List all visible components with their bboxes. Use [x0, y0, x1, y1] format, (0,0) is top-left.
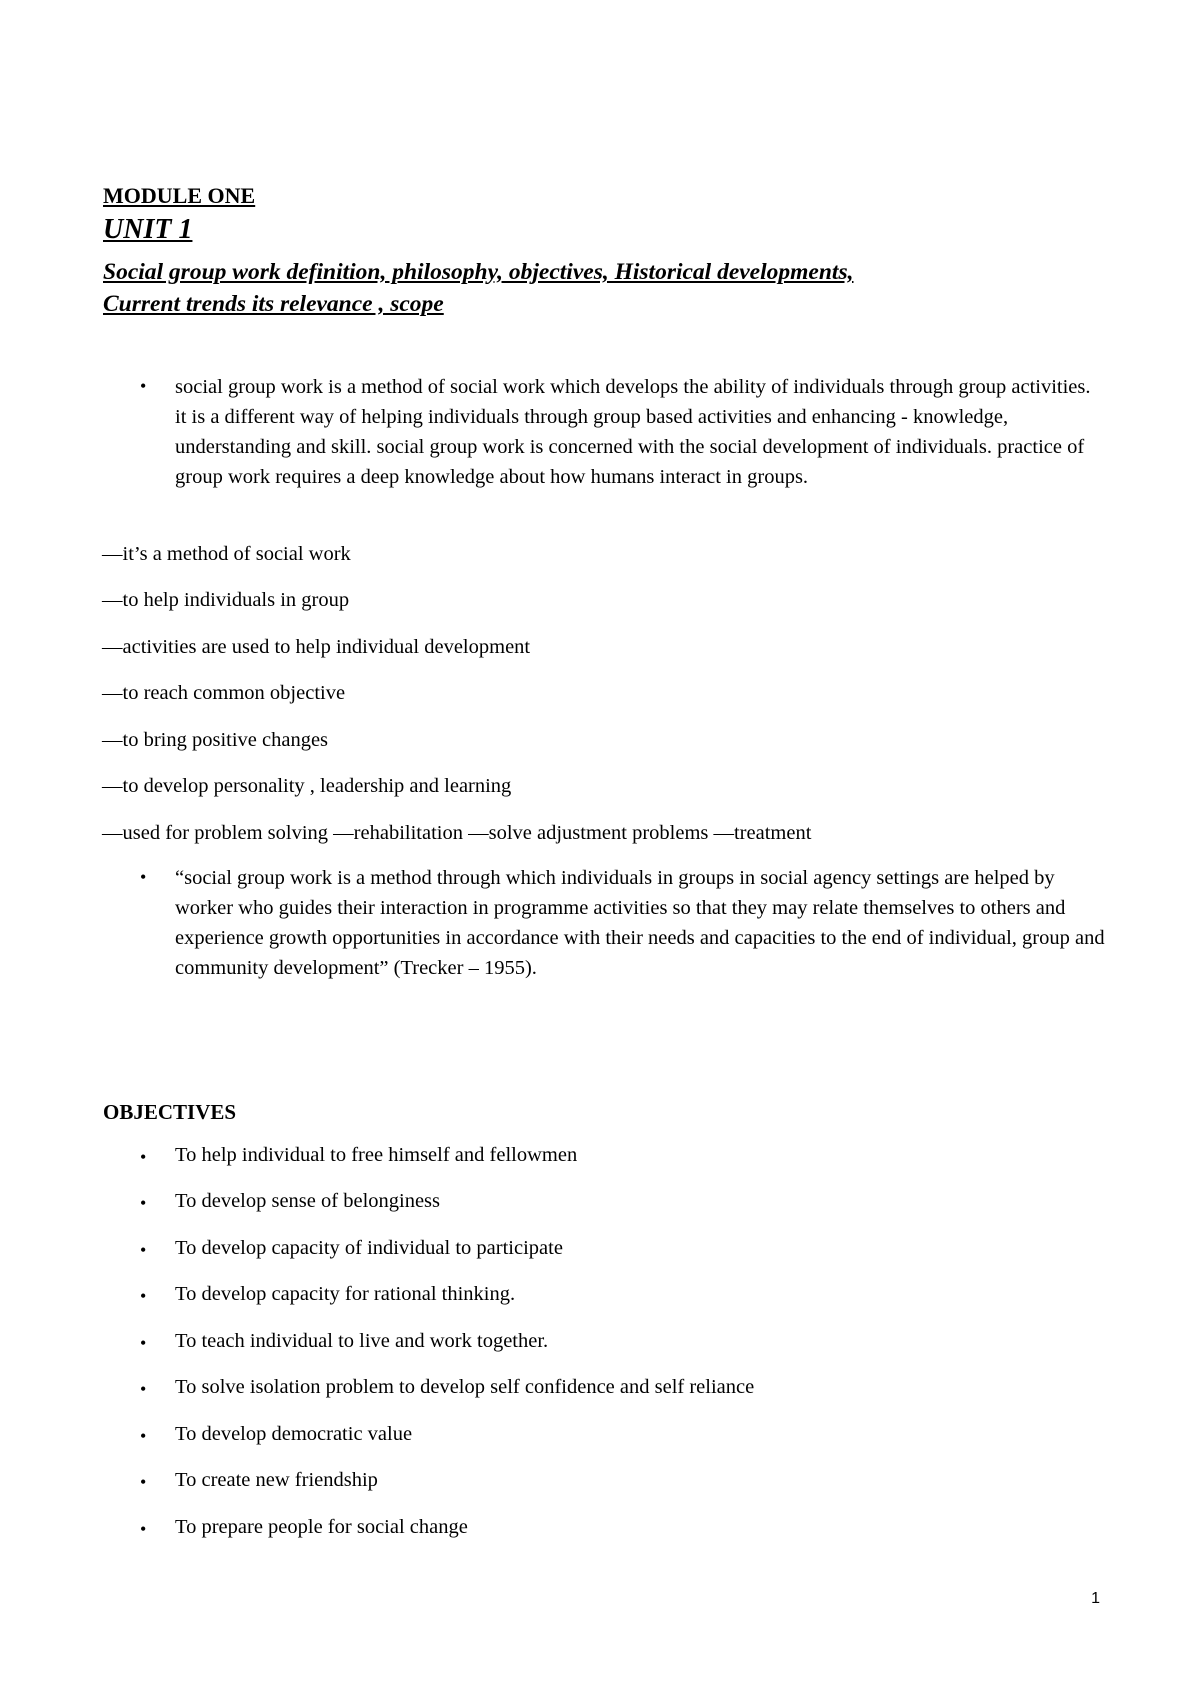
- key-point: —activities are used to help individual development: [102, 636, 531, 658]
- intro-paragraph: social group work is a method of social work which develops the ability of individuals through group activities. it is a different way of helping individuals through group based activities and enhancing - knowledge, understanding and skill. social group work is concerned with the social development of individuals. practice of group work requires a deep knowledge about how humans interact in groups.: [175, 376, 1091, 488]
- unit-title: UNIT 1: [103, 214, 193, 245]
- key-point: —used for problem solving —rehabilitation —solve adjustment problems —treatment: [102, 822, 812, 844]
- objective-item: To prepare people for social change: [175, 1516, 468, 1538]
- key-point: —to reach common objective: [102, 682, 346, 704]
- bullet-icon: •: [140, 1240, 147, 1260]
- objective-item: To develop sense of belonginess: [175, 1190, 441, 1212]
- bullet-icon: •: [140, 1379, 147, 1399]
- objective-item: To create new friendship: [175, 1469, 378, 1491]
- objective-item: To teach individual to live and work together.: [175, 1330, 549, 1352]
- bullet-icon: •: [140, 1333, 147, 1353]
- key-point: —to bring positive changes: [102, 729, 329, 751]
- bullet-icon: •: [140, 1193, 147, 1213]
- objective-item: To develop democratic value: [175, 1423, 413, 1445]
- bullet-icon: •: [140, 1426, 147, 1446]
- bullet-icon: •: [140, 1472, 147, 1492]
- bullet-icon: •: [140, 1286, 147, 1306]
- bullet-icon: •: [140, 1147, 147, 1167]
- bullet-icon: •: [140, 1519, 147, 1539]
- objective-item: To develop capacity of individual to participate: [175, 1237, 563, 1259]
- objective-item: To solve isolation problem to develop self confidence and self reliance: [175, 1376, 755, 1398]
- definition-quote: “social group work is a method through which individuals in groups in social agency settings are helped by worker who guides their interaction in programme activities so that they may relate themselves to others and experience growth opportunities in accordance with their needs and capacities to the end of individual, group and community development” (Trecker – 1955).: [175, 867, 1105, 979]
- key-point: —to help individuals in group: [102, 589, 350, 611]
- key-point: —it’s a method of social work: [102, 543, 351, 565]
- topic-line: Social group work definition, philosophy, objectives, Historical developments,: [103, 259, 854, 285]
- objective-item: To help individual to free himself and fellowmen: [175, 1144, 578, 1166]
- bullet-icon: •: [140, 376, 147, 396]
- objective-item: To develop capacity for rational thinking.: [175, 1283, 516, 1305]
- key-point: —to develop personality , leadership and learning: [102, 775, 512, 797]
- module-title: MODULE ONE: [103, 183, 256, 208]
- bullet-icon: •: [140, 867, 147, 887]
- topic-line: Current trends its relevance , scope: [103, 291, 444, 317]
- objectives-heading: OBJECTIVES: [103, 1100, 237, 1124]
- page-number: 1: [1091, 1590, 1100, 1607]
